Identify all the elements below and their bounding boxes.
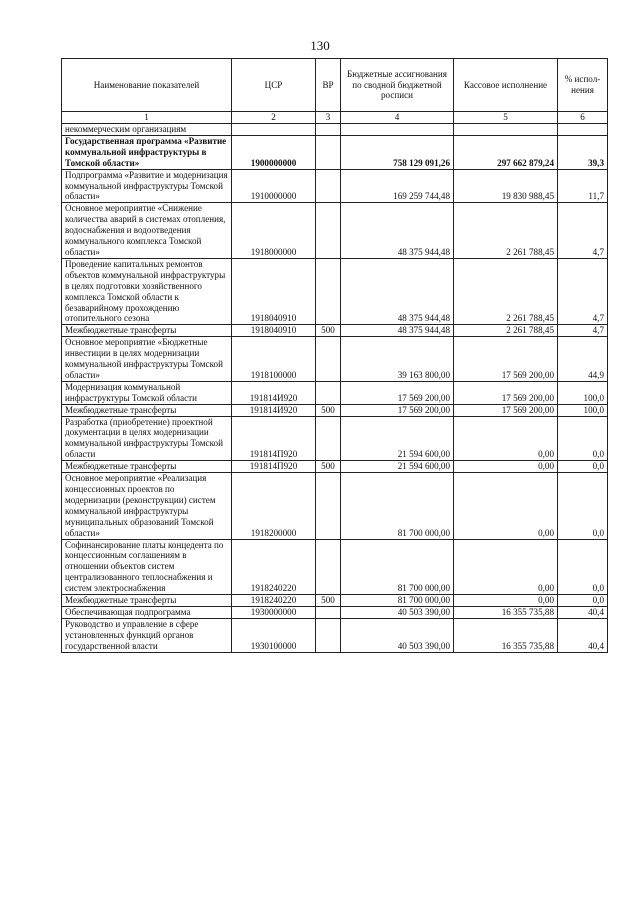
row-vr (316, 381, 341, 404)
row-budget: 21 594 600,00 (341, 461, 454, 473)
row-budget: 81 700 000,00 (341, 539, 454, 595)
row-cash: 17 569 200,00 (454, 381, 558, 404)
row-vr (316, 618, 341, 652)
row-cash: 19 830 988,45 (454, 169, 558, 203)
row-cash: 0,00 (454, 595, 558, 607)
row-cash: 297 662 879,24 (454, 135, 558, 169)
row-csr: 1930100000 (232, 618, 316, 652)
row-budget: 21 594 600,00 (341, 416, 454, 461)
row-budget: 169 259 744,48 (341, 169, 454, 203)
row-budget: 81 700 000,00 (341, 595, 454, 607)
col-number: 5 (454, 112, 558, 124)
budget-table (61, 58, 608, 653)
row-cash: 16 355 735,88 (454, 606, 558, 618)
row-percent: 40,4 (558, 618, 608, 652)
row-csr: 1918100000 (232, 337, 316, 382)
table-row (62, 618, 608, 652)
col-header-name: Наименование показателей (62, 59, 232, 112)
row-budget: 39 163 800,00 (341, 337, 454, 382)
table-row (62, 416, 608, 461)
table-body (62, 124, 608, 653)
page-number: 130 (310, 38, 330, 53)
row-name: Межбюджетные трансферты (62, 404, 232, 416)
row-vr (316, 473, 341, 539)
row-cash: 2 261 788,45 (454, 203, 558, 259)
table-row (62, 381, 608, 404)
row-csr (232, 124, 316, 136)
table-row (62, 606, 608, 618)
table-row (62, 461, 608, 473)
table-row (62, 124, 608, 136)
row-vr: 500 (316, 595, 341, 607)
row-budget: 81 700 000,00 (341, 473, 454, 539)
row-name: Основное мероприятие «Реализация концессионных проектов по модернизации (реконструкции) систем коммунальной инфраструктуры муниципальных образований Томской области» (62, 473, 232, 539)
row-cash: 2 261 788,45 (454, 325, 558, 337)
row-cash: 0,00 (454, 539, 558, 595)
row-percent: 11,7 (558, 169, 608, 203)
row-csr: 191814П920 (232, 416, 316, 461)
col-number: 4 (341, 112, 454, 124)
row-vr (316, 203, 341, 259)
row-vr (316, 169, 341, 203)
row-name: Руководство и управление в сфере установленных функций органов государственной власти (62, 618, 232, 652)
row-vr: 500 (316, 461, 341, 473)
col-number: 3 (316, 112, 341, 124)
row-csr: 1900000000 (232, 135, 316, 169)
row-percent: 44,9 (558, 337, 608, 382)
row-vr: 500 (316, 325, 341, 337)
row-name: Основное мероприятие «Снижение количества аварий в системах отопления, водоснабжения и водоотведения коммунального комплекса Томской области» (62, 203, 232, 259)
row-percent: 4,7 (558, 325, 608, 337)
col-header-budget: Бюджетные ассигнования по сводной бюджетной росписи (341, 59, 454, 112)
row-vr (316, 416, 341, 461)
row-name: Модернизация коммунальной инфраструктуры Томской области (62, 381, 232, 404)
table-header-row (62, 59, 608, 112)
row-vr (316, 539, 341, 595)
row-csr: 1910000000 (232, 169, 316, 203)
row-cash: 17 569 200,00 (454, 337, 558, 382)
row-cash (454, 124, 558, 136)
table-row (62, 473, 608, 539)
col-header-cash: Кассовое исполнение (454, 59, 558, 112)
row-cash: 17 569 200,00 (454, 404, 558, 416)
table-row (62, 203, 608, 259)
row-budget: 758 129 091,26 (341, 135, 454, 169)
row-percent (558, 124, 608, 136)
row-name: Обеспечивающая подпрограмма (62, 606, 232, 618)
table-row (62, 169, 608, 203)
table-row (62, 325, 608, 337)
col-number: 2 (232, 112, 316, 124)
col-header-csr: ЦСР (232, 59, 316, 112)
row-percent: 0,0 (558, 539, 608, 595)
table-row (62, 539, 608, 595)
col-number: 1 (62, 112, 232, 124)
row-percent: 0,0 (558, 473, 608, 539)
row-budget: 40 503 390,00 (341, 618, 454, 652)
row-budget: 17 569 200,00 (341, 381, 454, 404)
row-name: Межбюджетные трансферты (62, 325, 232, 337)
row-name: Разработка (приобретение) проектной документации в целях модернизации коммунальной инфраструктуры Томской области (62, 416, 232, 461)
table-row (62, 258, 608, 324)
col-header-percent: % испол-нения (558, 59, 608, 112)
table-row (62, 595, 608, 607)
row-percent: 4,7 (558, 203, 608, 259)
row-vr (316, 135, 341, 169)
row-vr: 500 (316, 404, 341, 416)
column-number-row (62, 112, 608, 124)
row-csr: 1918000000 (232, 203, 316, 259)
table-row (62, 404, 608, 416)
row-cash: 0,00 (454, 416, 558, 461)
table-row (62, 135, 608, 169)
row-budget: 17 569 200,00 (341, 404, 454, 416)
row-budget: 40 503 390,00 (341, 606, 454, 618)
row-percent: 100,0 (558, 381, 608, 404)
row-percent: 4,7 (558, 258, 608, 324)
row-budget: 48 375 944,48 (341, 203, 454, 259)
row-cash: 2 261 788,45 (454, 258, 558, 324)
row-name: Основное мероприятие «Бюджетные инвестиции в целях модернизации коммунальной инфраструктуры Томской области» (62, 337, 232, 382)
row-csr: 191814И920 (232, 404, 316, 416)
row-vr (316, 337, 341, 382)
row-budget (341, 124, 454, 136)
row-csr: 1918040910 (232, 325, 316, 337)
row-cash: 0,00 (454, 473, 558, 539)
row-csr: 1930000000 (232, 606, 316, 618)
col-header-vr: ВР (316, 59, 341, 112)
row-name: Подпрограмма «Развитие и модернизация коммунальной инфраструктуры Томской области» (62, 169, 232, 203)
row-csr: 1918040910 (232, 258, 316, 324)
row-vr (316, 606, 341, 618)
row-budget: 48 375 944,48 (341, 258, 454, 324)
row-name: некоммерческим организациям (62, 124, 232, 136)
row-budget: 48 375 944,48 (341, 325, 454, 337)
row-percent: 100,0 (558, 404, 608, 416)
row-name: Государственная программа «Развитие коммунальной инфраструктуры в Томской области» (62, 135, 232, 169)
row-cash: 16 355 735,88 (454, 618, 558, 652)
table-row (62, 337, 608, 382)
row-percent: 0,0 (558, 461, 608, 473)
row-name: Проведение капитальных ремонтов объектов коммунальной инфраструктуры в целях подготовки хозяйственного комплекса Томской области к безаварийному прохождению отопительного сезона (62, 258, 232, 324)
row-vr (316, 258, 341, 324)
row-csr: 1918240220 (232, 539, 316, 595)
row-cash: 0,00 (454, 461, 558, 473)
row-csr: 191814П920 (232, 461, 316, 473)
row-name: Межбюджетные трансферты (62, 595, 232, 607)
row-percent: 40,4 (558, 606, 608, 618)
row-vr (316, 124, 341, 136)
row-percent: 39,3 (558, 135, 608, 169)
row-percent: 0,0 (558, 416, 608, 461)
row-name: Межбюджетные трансферты (62, 461, 232, 473)
row-csr: 191814И920 (232, 381, 316, 404)
row-csr: 1918200000 (232, 473, 316, 539)
row-name: Софинансирование платы концедента по концессионным соглашениям в отношении объектов систем централизованного теплоснабжения и систем электроснабжения (62, 539, 232, 595)
col-number: 6 (558, 112, 608, 124)
row-percent: 0,0 (558, 595, 608, 607)
row-csr: 1918240220 (232, 595, 316, 607)
